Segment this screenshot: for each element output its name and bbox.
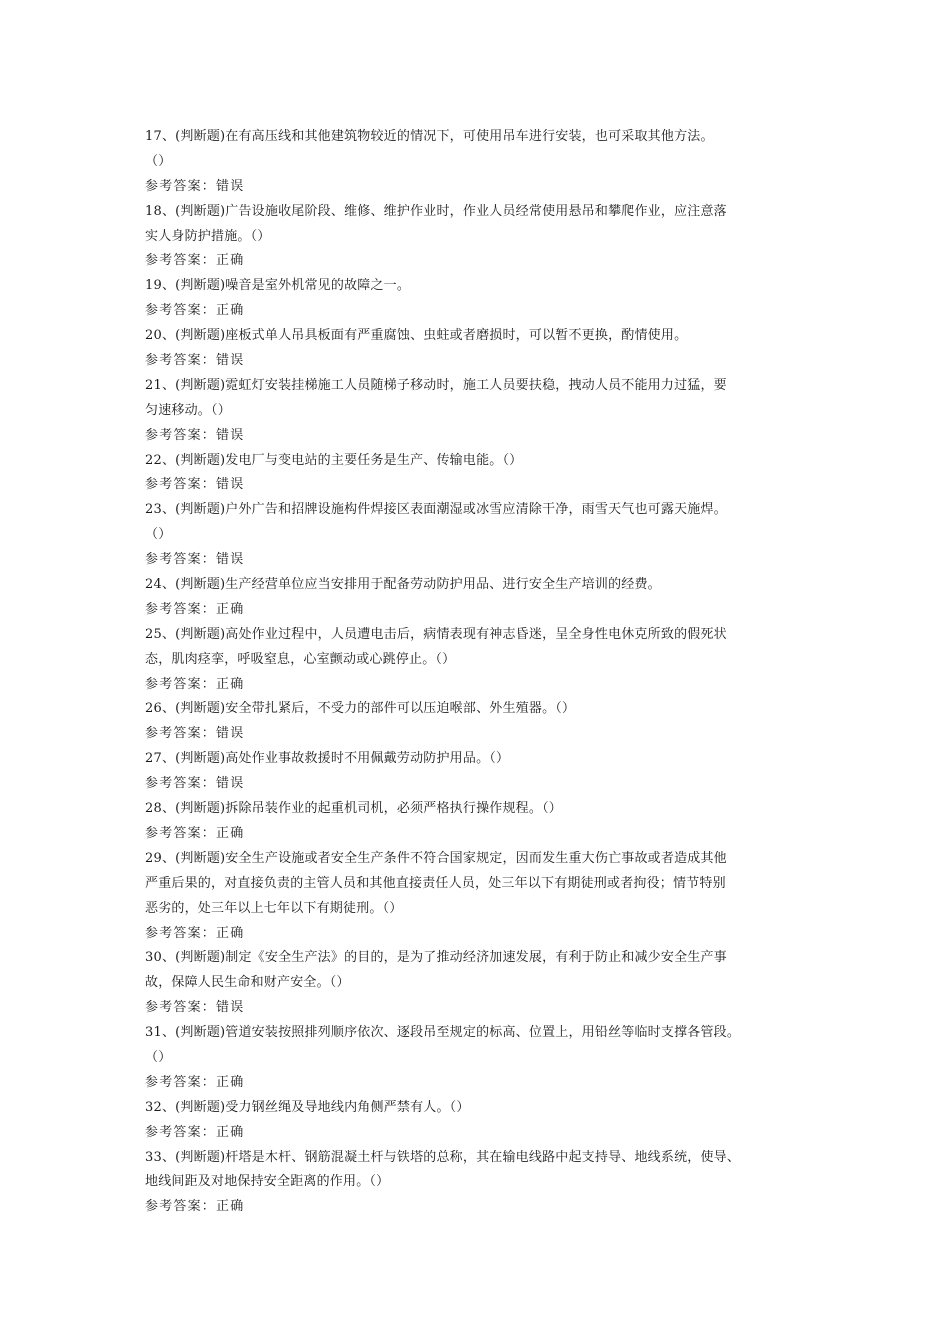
- question-item: [145, 449, 825, 499]
- question-item: [145, 697, 825, 747]
- answer-line: [145, 1195, 825, 1220]
- answer-value: 错误: [216, 477, 245, 493]
- answer-line: [145, 996, 825, 1021]
- question-text-line: 25、(判断题)高处作业过程中，人员遭电击后，病情表现有神志昏迷，呈全身性电休克所致的假死状: [145, 626, 727, 642]
- question-text-line: 恶劣的，处三年以上七年以下有期徒刑。（）: [145, 900, 403, 916]
- question-text-line: 23、(判断题)户外广告和招牌设施构件焊接区表面潮湿或冰雪应清除干净，雨雪天气也可露天施焊。: [145, 502, 727, 518]
- question-item: [145, 324, 825, 374]
- answer-value: 错误: [216, 1000, 245, 1016]
- answer-line: [145, 299, 825, 324]
- question-text-line: 态，肌肉痉挛，呼吸窒息，心室颤动或心跳停止。（）: [145, 651, 456, 667]
- answer-label: 参考答案：: [145, 825, 217, 841]
- question-item: [145, 498, 825, 573]
- question-text-line: 26、(判断题)安全带扎紧后，不受力的部件可以压迫喉部、外生殖器。（）: [145, 701, 576, 717]
- question-item: [145, 374, 825, 449]
- document-page: [145, 125, 825, 1220]
- answer-value: 错误: [216, 776, 245, 792]
- question-item: [145, 573, 825, 623]
- answer-line: [145, 473, 825, 498]
- answer-line: [145, 1121, 825, 1146]
- question-text-line: 故，保障人民生命和财产安全。（）: [145, 975, 350, 991]
- answer-value: 错误: [216, 427, 245, 443]
- answer-label: 参考答案：: [145, 776, 217, 792]
- question-text-line: （）: [145, 153, 172, 169]
- answer-line: [145, 598, 825, 623]
- question-text-line: 28、(判断题)拆除吊装作业的起重机司机，必须严格执行操作规程。（）: [145, 801, 562, 817]
- answer-value: 正确: [216, 825, 245, 841]
- question-text-line: 实人身防护措施。（）: [145, 228, 271, 244]
- answer-line: [145, 772, 825, 797]
- answer-line: [145, 548, 825, 573]
- question-text-line: （）: [145, 527, 172, 543]
- answer-line: [145, 922, 825, 947]
- answer-label: 参考答案：: [145, 676, 217, 692]
- question-text-line: 33、(判断题)杆塔是木杆、钢筋混凝土杆与铁塔的总称，其在输电线路中起支持导、地线系统，使导、: [145, 1149, 741, 1165]
- question-text-line: 20、(判断题)座板式单人吊具板面有严重腐蚀、虫蛀或者磨损时，可以暂不更换，酌情使用。: [145, 328, 688, 344]
- question-item: [145, 1096, 825, 1146]
- answer-line: [145, 722, 825, 747]
- answer-value: 正确: [216, 601, 245, 617]
- question-item: [145, 847, 825, 947]
- answer-label: 参考答案：: [145, 1000, 217, 1016]
- answer-label: 参考答案：: [145, 353, 217, 369]
- question-text-line: 21、(判断题)霓虹灯安装挂梯施工人员随梯子移动时，施工人员要扶稳，拽动人员不能用力过猛，要: [145, 377, 727, 393]
- answer-label: 参考答案：: [145, 1074, 217, 1090]
- answer-label: 参考答案：: [145, 477, 217, 493]
- question-item: [145, 1021, 825, 1096]
- question-text-line: 30、(判断题)制定《安全生产法》的目的，是为了推动经济加速发展，有利于防止和减少安全生产事: [145, 950, 727, 966]
- answer-line: [145, 673, 825, 698]
- answer-value: 错误: [216, 178, 245, 194]
- question-item: [145, 274, 825, 324]
- question-text-line: 匀速移动。（）: [145, 402, 231, 418]
- question-text-line: （）: [145, 1049, 172, 1065]
- answer-value: 正确: [216, 1124, 245, 1140]
- answer-label: 参考答案：: [145, 253, 217, 269]
- question-text-line: 32、(判断题)受力钢丝绳及导地线内角侧严禁有人。（）: [145, 1099, 470, 1115]
- answer-line: [145, 822, 825, 847]
- answer-value: 正确: [216, 1074, 245, 1090]
- answer-label: 参考答案：: [145, 925, 217, 941]
- question-text-line: 22、(判断题)发电厂与变电站的主要任务是生产、传输电能。（）: [145, 452, 523, 468]
- question-text-line: 17、(判断题)在有高压线和其他建筑物较近的情况下，可使用吊车进行安装，也可采取其他方法。: [145, 129, 714, 144]
- answer-value: 错误: [216, 353, 245, 369]
- question-item: [145, 1146, 825, 1221]
- answer-label: 参考答案：: [145, 427, 217, 443]
- question-text-line: 严重后果的，对直接负责的主管人员和其他直接责任人员，处三年以下有期徒刑或者拘役；情节特别: [145, 875, 726, 891]
- question-text-line: 31、(判断题)管道安装按照排列顺序依次、逐段吊至规定的标高、位置上，用铅丝等临时支撑各管段。: [145, 1025, 741, 1041]
- answer-value: 错误: [216, 726, 245, 742]
- question-text-line: 18、(判断题)广告设施收尾阶段、维修、维护作业时，作业人员经常使用悬吊和攀爬作业，应注意落: [145, 203, 727, 219]
- answer-line: [145, 1071, 825, 1096]
- question-item: [145, 200, 825, 275]
- question-text-line: 地线间距及对地保持安全距离的作用。（）: [145, 1174, 390, 1190]
- answer-line: [145, 349, 825, 374]
- answer-label: 参考答案：: [145, 552, 217, 568]
- answer-label: 参考答案：: [145, 601, 217, 617]
- answer-label: 参考答案：: [145, 726, 217, 742]
- answer-line: [145, 175, 825, 200]
- answer-label: 参考答案：: [145, 178, 217, 194]
- question-text-line: 19、(判断题)噪音是室外机常见的故障之一。: [145, 278, 411, 294]
- answer-value: 正确: [216, 303, 245, 319]
- answer-value: 正确: [216, 925, 245, 941]
- question-text-line: 24、(判断题)生产经营单位应当安排用于配备劳动防护用品、进行安全生产培训的经费。: [145, 577, 661, 593]
- answer-line: [145, 249, 825, 274]
- question-text-line: 29、(判断题)安全生产设施或者安全生产条件不符合国家规定，因而发生重大伤亡事故或者造成其他: [145, 850, 727, 866]
- question-item: [145, 125, 825, 200]
- question-item: [145, 747, 825, 797]
- answer-label: 参考答案：: [145, 1199, 217, 1215]
- answer-label: 参考答案：: [145, 1124, 217, 1140]
- answer-value: 正确: [216, 676, 245, 692]
- answer-line: [145, 424, 825, 449]
- answer-value: 正确: [216, 253, 245, 269]
- answer-value: 正确: [216, 1199, 245, 1215]
- answer-label: 参考答案：: [145, 303, 217, 319]
- question-item: [145, 797, 825, 847]
- answer-value: 错误: [216, 552, 245, 568]
- question-item: [145, 946, 825, 1021]
- question-text-line: 27、(判断题)高处作业事故救援时不用佩戴劳动防护用品。（）: [145, 751, 510, 767]
- question-item: [145, 623, 825, 698]
